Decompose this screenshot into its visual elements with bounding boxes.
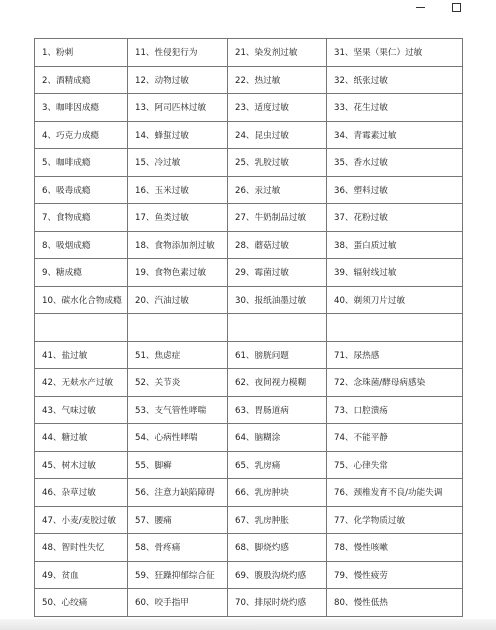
table-cell: 20、汽油过敏 bbox=[128, 286, 228, 314]
table-cell: 38、蛋白质过敏 bbox=[327, 231, 463, 259]
table-cell: 63、胃肠道病 bbox=[228, 396, 327, 424]
table-cell bbox=[228, 314, 327, 342]
table-cell: 25、乳胶过敏 bbox=[228, 149, 327, 177]
table-cell: 56、注意力缺陷障碍 bbox=[128, 479, 228, 507]
table-cell: 61、膀胱问题 bbox=[228, 341, 327, 369]
table-cell: 30、报纸油墨过敏 bbox=[228, 286, 327, 314]
table-cell: 44、糖过敏 bbox=[35, 424, 128, 452]
table-cell: 6、吸毒成瘾 bbox=[35, 176, 128, 204]
table-cell: 62、夜间视力模糊 bbox=[228, 369, 327, 397]
table-cell: 2、酒精成瘾 bbox=[35, 66, 128, 94]
table-row bbox=[35, 561, 463, 589]
table-cell: 39、辐射线过敏 bbox=[327, 259, 463, 287]
table-cell: 8、吸烟成瘾 bbox=[35, 231, 128, 259]
table-cell: 71、尿热感 bbox=[327, 341, 463, 369]
table-cell: 45、树木过敏 bbox=[35, 451, 128, 479]
table-row bbox=[35, 231, 463, 259]
table-cell bbox=[128, 314, 228, 342]
table-cell: 3、咖啡因成瘾 bbox=[35, 94, 128, 122]
table-row bbox=[35, 286, 463, 314]
table-row bbox=[35, 66, 463, 94]
table-cell: 33、花生过敏 bbox=[327, 94, 463, 122]
table-cell: 41、盐过敏 bbox=[35, 341, 128, 369]
table-cell: 34、青霉素过敏 bbox=[327, 121, 463, 149]
table-row bbox=[35, 121, 463, 149]
table-cell: 11、性侵犯行为 bbox=[128, 39, 228, 67]
table-cell: 64、脑糊涂 bbox=[228, 424, 327, 452]
table-cell: 65、乳房痛 bbox=[228, 451, 327, 479]
table-row bbox=[35, 176, 463, 204]
minimize-button[interactable] bbox=[406, 0, 434, 14]
table-cell: 35、香水过敏 bbox=[327, 149, 463, 177]
table-cell: 43、气味过敏 bbox=[35, 396, 128, 424]
table-cell: 9、糖成瘾 bbox=[35, 259, 128, 287]
table-cell: 50、心绞痛 bbox=[35, 589, 128, 617]
table-cell: 80、慢性低热 bbox=[327, 589, 463, 617]
table-cell: 42、无麸水产过敏 bbox=[35, 369, 128, 397]
table-row bbox=[35, 369, 463, 397]
table-cell: 58、骨疼痛 bbox=[128, 534, 228, 562]
table-cell bbox=[35, 314, 128, 342]
table-cell: 7、食物成瘾 bbox=[35, 204, 128, 232]
table-cell: 55、脚癣 bbox=[128, 451, 228, 479]
table-cell: 54、心病性哮喘 bbox=[128, 424, 228, 452]
table-cell: 10、碳水化合物成瘾 bbox=[35, 286, 128, 314]
minimize-icon bbox=[416, 7, 425, 8]
table-cell: 12、动物过敏 bbox=[128, 66, 228, 94]
window-bottom-edge bbox=[0, 619, 496, 630]
table-cell: 16、玉米过敏 bbox=[128, 176, 228, 204]
table-cell: 46、杂草过敏 bbox=[35, 479, 128, 507]
table-row bbox=[35, 396, 463, 424]
table-row bbox=[35, 341, 463, 369]
table-cell: 78、慢性咳嗽 bbox=[327, 534, 463, 562]
table-row bbox=[35, 451, 463, 479]
table-cell: 72、念珠菌/酵母病感染 bbox=[327, 369, 463, 397]
table-cell: 40、剃须刀片过敏 bbox=[327, 286, 463, 314]
table-cell: 21、染发剂过敏 bbox=[228, 39, 327, 67]
table-cell: 5、咖啡成瘾 bbox=[35, 149, 128, 177]
table-cell: 47、小麦/麦胶过敏 bbox=[35, 506, 128, 534]
table-row bbox=[35, 149, 463, 177]
table-cell: 13、阿司匹林过敏 bbox=[128, 94, 228, 122]
maximize-icon bbox=[452, 3, 461, 12]
table-cell: 53、支气管性哮喘 bbox=[128, 396, 228, 424]
table-cell: 51、焦虑症 bbox=[128, 341, 228, 369]
table-cell: 14、蜂蜇过敏 bbox=[128, 121, 228, 149]
table-row bbox=[35, 39, 463, 67]
table-row bbox=[35, 424, 463, 452]
table-cell: 28、蘑菇过敏 bbox=[228, 231, 327, 259]
table-row bbox=[35, 94, 463, 122]
table-row bbox=[35, 506, 463, 534]
table-cell: 17、鱼类过敏 bbox=[128, 204, 228, 232]
table-cell: 57、腰痛 bbox=[128, 506, 228, 534]
table-row bbox=[35, 204, 463, 232]
table-cell: 15、冷过敏 bbox=[128, 149, 228, 177]
table-cell: 59、狂躁抑郁综合征 bbox=[128, 561, 228, 589]
table-spacer-row bbox=[35, 314, 463, 342]
table-cell: 68、脚烧灼感 bbox=[228, 534, 327, 562]
table-cell: 37、花粉过敏 bbox=[327, 204, 463, 232]
window-titlebar bbox=[0, 0, 496, 14]
table-row bbox=[35, 589, 463, 617]
table-cell: 66、乳房肿块 bbox=[228, 479, 327, 507]
table-cell: 69、腹股沟烧灼感 bbox=[228, 561, 327, 589]
maximize-button[interactable] bbox=[442, 0, 470, 14]
table-cell: 31、坚果（果仁）过敏 bbox=[327, 39, 463, 67]
table-cell: 75、心律失常 bbox=[327, 451, 463, 479]
table-cell: 18、食物添加剂过敏 bbox=[128, 231, 228, 259]
table-cell: 22、热过敏 bbox=[228, 66, 327, 94]
table-cell: 52、关节炎 bbox=[128, 369, 228, 397]
table-cell: 60、咬手指甲 bbox=[128, 589, 228, 617]
table-cell: 24、昆虫过敏 bbox=[228, 121, 327, 149]
table-cell: 79、慢性疲劳 bbox=[327, 561, 463, 589]
table-cell: 36、塑料过敏 bbox=[327, 176, 463, 204]
table-cell: 77、化学物质过敏 bbox=[327, 506, 463, 534]
table-cell: 29、霉菌过敏 bbox=[228, 259, 327, 287]
table-cell: 76、颈椎发育不良/功能失调 bbox=[327, 479, 463, 507]
table-cell: 19、食物色素过敏 bbox=[128, 259, 228, 287]
table-body bbox=[35, 39, 463, 617]
table-cell: 74、不能平静 bbox=[327, 424, 463, 452]
table-cell: 32、纸张过敏 bbox=[327, 66, 463, 94]
table-row bbox=[35, 479, 463, 507]
table-cell: 26、汞过敏 bbox=[228, 176, 327, 204]
table-cell: 1、粉刺 bbox=[35, 39, 128, 67]
table-cell: 23、适度过敏 bbox=[228, 94, 327, 122]
table-cell bbox=[327, 314, 463, 342]
table-row bbox=[35, 259, 463, 287]
table-cell: 67、乳房肿胀 bbox=[228, 506, 327, 534]
table-cell: 70、排尿时烧灼感 bbox=[228, 589, 327, 617]
table-row bbox=[35, 534, 463, 562]
table-cell: 27、牛奶制品过敏 bbox=[228, 204, 327, 232]
allergy-list-table bbox=[34, 38, 463, 617]
table-cell: 73、口腔溃疡 bbox=[327, 396, 463, 424]
table-cell: 49、贫血 bbox=[35, 561, 128, 589]
table-cell: 4、巧克力成瘾 bbox=[35, 121, 128, 149]
table-cell: 48、智时性失忆 bbox=[35, 534, 128, 562]
